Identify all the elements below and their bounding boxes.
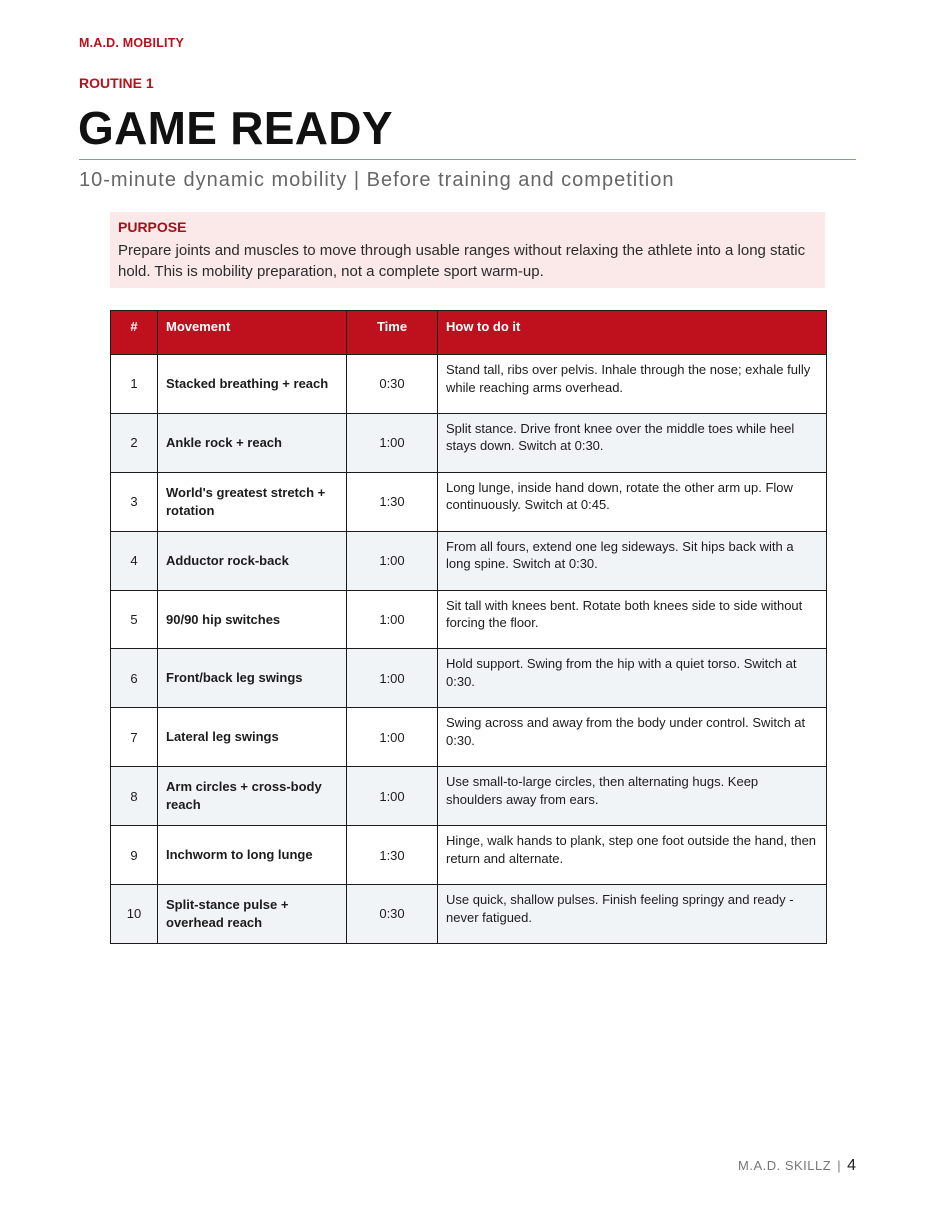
- purpose-label: PURPOSE: [118, 219, 187, 235]
- col-header-movement: Movement: [158, 311, 347, 355]
- page-title: GAME READY: [78, 102, 393, 154]
- routine-table: [110, 310, 827, 944]
- row-movement: World's greatest stretch + rotation: [158, 472, 347, 531]
- row-how: Long lunge, inside hand down, rotate the other arm up. Flow continuously. Switch at 0:45.: [438, 472, 827, 531]
- row-how: Use quick, shallow pulses. Finish feeling springy and ready - never fatigued.: [438, 885, 827, 944]
- table-row: [111, 472, 827, 531]
- row-how: Use small-to-large circles, then alternating hugs. Keep shoulders away from ears.: [438, 767, 827, 826]
- row-how: From all fours, extend one leg sideways. Sit hips back with a long spine. Switch at 0:30.: [438, 531, 827, 590]
- table-row: [111, 826, 827, 885]
- page-number: 4: [847, 1157, 856, 1174]
- col-header-time: Time: [347, 311, 438, 355]
- row-number: 1: [111, 355, 158, 414]
- row-time: 1:00: [347, 767, 438, 826]
- title-rule: [79, 159, 856, 160]
- page-footer: [738, 1157, 856, 1175]
- row-movement: Lateral leg swings: [158, 708, 347, 767]
- row-number: 3: [111, 472, 158, 531]
- row-time: 0:30: [347, 355, 438, 414]
- table-row: [111, 649, 827, 708]
- row-number: 9: [111, 826, 158, 885]
- table-row: [111, 355, 827, 414]
- row-number: 6: [111, 649, 158, 708]
- row-number: 10: [111, 885, 158, 944]
- row-number: 4: [111, 531, 158, 590]
- row-movement: Ankle rock + reach: [158, 413, 347, 472]
- footer-brand: M.A.D. SKILLZ: [738, 1158, 832, 1173]
- brand-label: M.A.D. MOBILITY: [79, 36, 185, 50]
- row-how: Swing across and away from the body under control. Switch at 0:30.: [438, 708, 827, 767]
- row-movement: Arm circles + cross-body reach: [158, 767, 347, 826]
- table-row: [111, 708, 827, 767]
- row-how: Hinge, walk hands to plank, step one foot outside the hand, then return and alternate.: [438, 826, 827, 885]
- footer-separator: |: [837, 1158, 842, 1173]
- row-how: Split stance. Drive front knee over the middle toes while heel stays down. Switch at 0:30.: [438, 413, 827, 472]
- row-time: 1:00: [347, 590, 438, 649]
- row-how: Stand tall, ribs over pelvis. Inhale through the nose; exhale fully while reaching arms overhead.: [438, 355, 827, 414]
- row-how: Sit tall with knees bent. Rotate both knees side to side without forcing the floor.: [438, 590, 827, 649]
- row-time: 1:30: [347, 826, 438, 885]
- row-time: 1:00: [347, 649, 438, 708]
- row-number: 5: [111, 590, 158, 649]
- row-time: 1:00: [347, 708, 438, 767]
- routine-label: ROUTINE 1: [79, 75, 154, 91]
- row-number: 7: [111, 708, 158, 767]
- table-row: [111, 413, 827, 472]
- purpose-text: Prepare joints and muscles to move through usable ranges without relaxing the athlete into a long static hold. This is mobility preparation, not a complete sport warm-up.: [118, 242, 806, 280]
- table-row: [111, 885, 827, 944]
- row-time: 1:00: [347, 531, 438, 590]
- row-how: Hold support. Swing from the hip with a quiet torso. Switch at 0:30.: [438, 649, 827, 708]
- row-movement: 90/90 hip switches: [158, 590, 347, 649]
- row-movement: Front/back leg swings: [158, 649, 347, 708]
- col-header-how: How to do it: [438, 311, 827, 355]
- col-header-number: #: [111, 311, 158, 355]
- row-movement: Stacked breathing + reach: [158, 355, 347, 414]
- row-time: 1:00: [347, 413, 438, 472]
- row-movement: Split-stance pulse + overhead reach: [158, 885, 347, 944]
- page-subtitle: 10-minute dynamic mobility | Before training and competition: [79, 169, 675, 191]
- row-movement: Inchworm to long lunge: [158, 826, 347, 885]
- table-row: [111, 531, 827, 590]
- row-number: 2: [111, 413, 158, 472]
- row-movement: Adductor rock-back: [158, 531, 347, 590]
- row-number: 8: [111, 767, 158, 826]
- row-time: 1:30: [347, 472, 438, 531]
- row-time: 0:30: [347, 885, 438, 944]
- purpose-box: [110, 212, 825, 288]
- table-row: [111, 767, 827, 826]
- table-row: [111, 590, 827, 649]
- table-header-row: [111, 311, 827, 355]
